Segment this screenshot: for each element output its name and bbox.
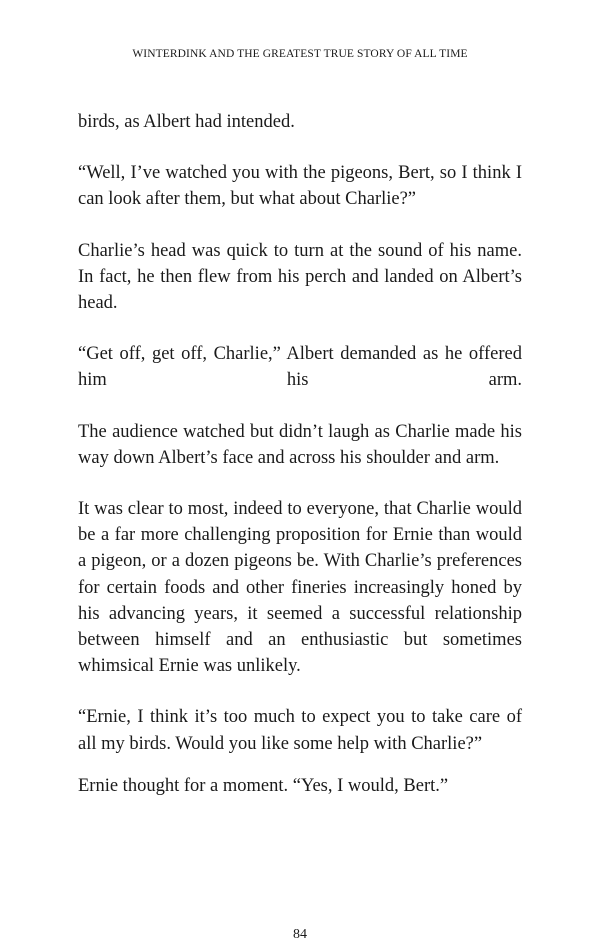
paragraph: “Get off, get off, Charlie,” Albert demanded as he offered him his arm.: [78, 344, 522, 391]
paragraph: “Well, I’ve watched you with the pigeons, Bert, so I think I can look after them, but what about Charlie?”: [78, 163, 522, 210]
running-head: WINTERDINK AND THE GREATEST TRUE STORY OF ALL TIME: [132, 48, 468, 60]
paragraph: It was clear to most, indeed to everyone, that Charlie would be a far more challenging proposition for Ernie than would a pigeon, or a dozen pigeons be. With Charlie’s preferences for certain foods and other fineries increasingly honed by his advancing years, it seemed a successful relationship between himself and an enthusiastic but sometimes whimsical Ernie was unlikely.: [78, 499, 522, 677]
paragraph: birds, as Albert had intended.: [78, 112, 295, 132]
page-number: 84: [293, 927, 307, 942]
body-text: [78, 109, 522, 799]
paragraph: Charlie’s head was quick to turn at the sound of his name. In fact, he then flew from his perch and landed on Albert’s head.: [78, 240, 522, 314]
paragraph: Ernie thought for a moment. “Yes, I would, Bert.”: [78, 775, 449, 796]
paragraph: The audience watched but didn’t laugh as Charlie made his way down Albert’s face and across his shoulder and arm.: [78, 421, 522, 468]
paragraph: “Ernie, I think it’s too much to expect you to take care of all my birds. Would you like some help with Charlie?”: [78, 707, 522, 754]
